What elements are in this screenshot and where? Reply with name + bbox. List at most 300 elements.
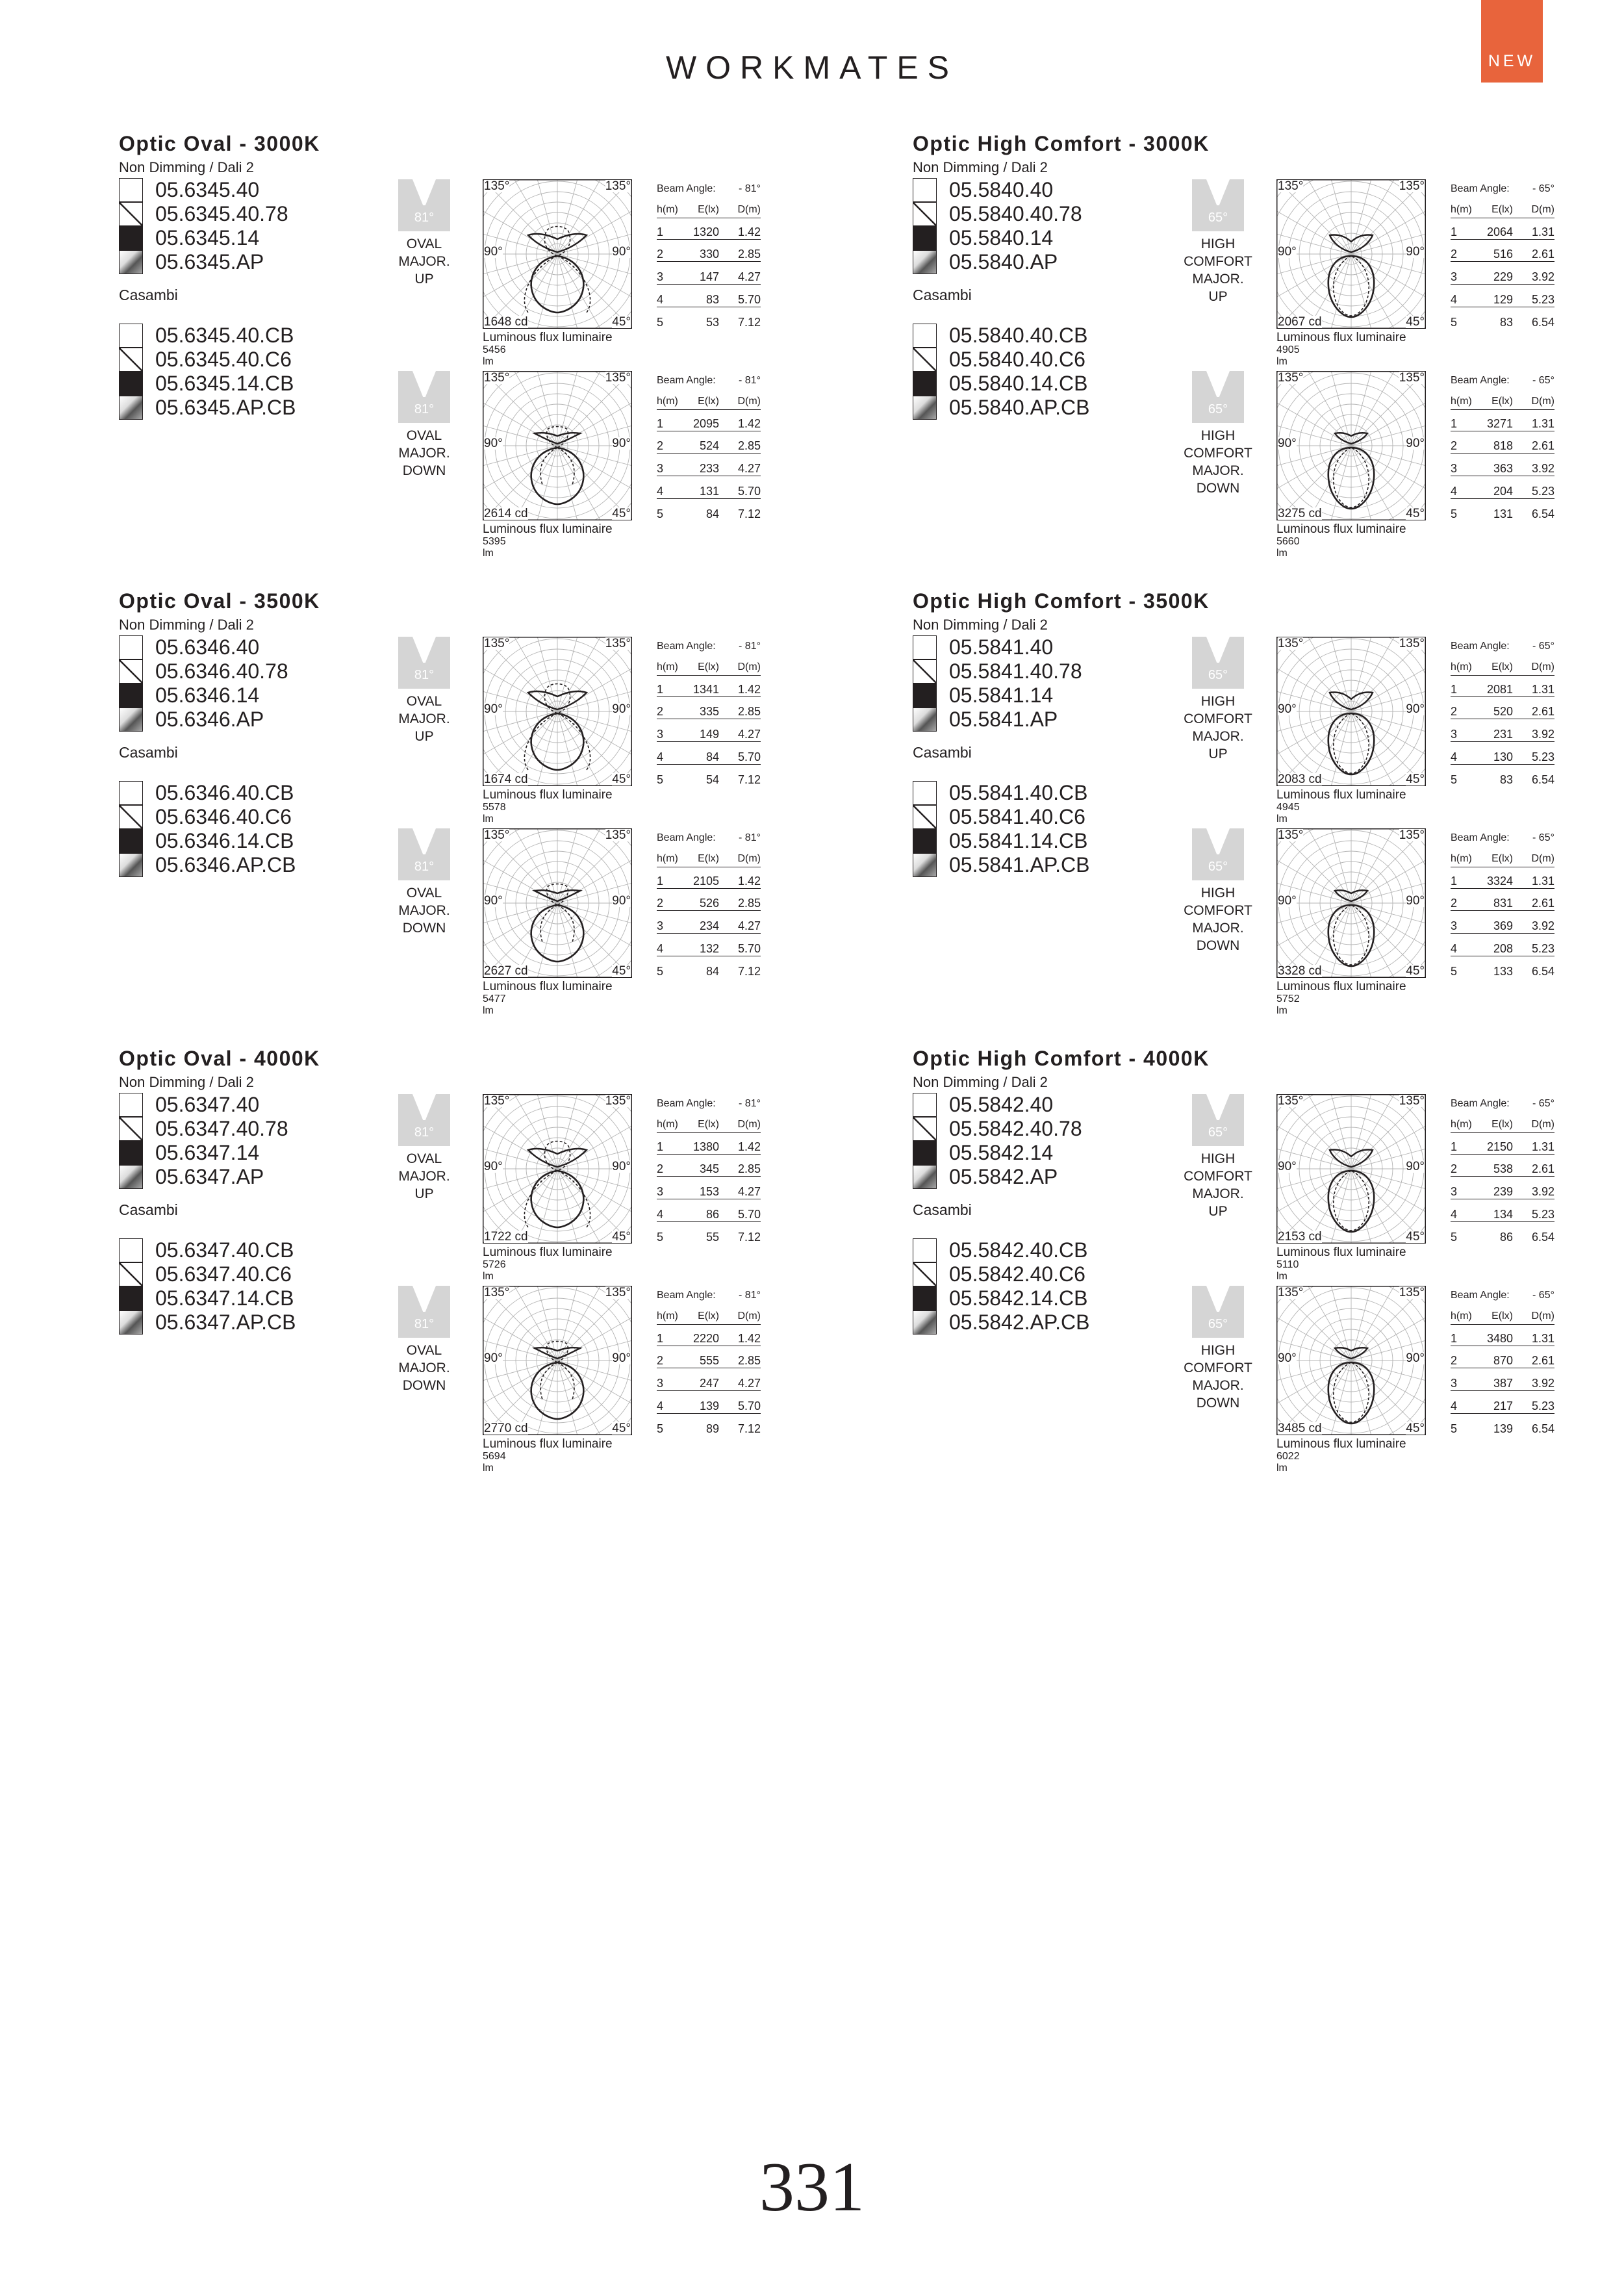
beam-icon	[398, 1094, 450, 1146]
finish-swatch	[913, 805, 937, 829]
optic-label-line: HIGH	[1200, 694, 1236, 709]
finish-swatch	[913, 348, 937, 372]
cell-diameter: 1.42	[737, 1140, 761, 1153]
cell-illuminance: 83	[1499, 316, 1513, 329]
flux-label: Luminous flux luminaire	[1276, 980, 1406, 993]
product-code	[119, 781, 398, 805]
beam-angle-label: Beam Angle:	[657, 375, 716, 386]
polar-label-135-right: 135°	[1399, 371, 1425, 385]
cell-diameter: 4.27	[737, 1185, 761, 1198]
table-row	[657, 248, 761, 262]
polar-label-90-left: 90°	[1278, 245, 1297, 259]
product-code-text: 05.5841.40.78	[949, 659, 1082, 683]
cell-height: 3	[657, 1185, 664, 1198]
polar-label-135-left: 135°	[1278, 179, 1304, 193]
block-subtitle: Non Dimming / Dali 2	[119, 1074, 254, 1090]
cell-height: 1	[657, 417, 664, 430]
col-d-header: D(m)	[1531, 661, 1554, 672]
cell-diameter: 2.61	[1531, 1162, 1554, 1175]
flux-label: Luminous flux luminaire	[1276, 788, 1406, 802]
polar-label-135-right: 135°	[1399, 1286, 1425, 1299]
polar-grid	[1276, 179, 1426, 329]
flux-label: Luminous flux luminaire	[1276, 331, 1406, 344]
product-code	[913, 805, 1192, 829]
product-code	[119, 1262, 398, 1286]
cell-illuminance: 2064	[1486, 225, 1513, 238]
col-e-header: E(lx)	[1491, 1310, 1513, 1322]
cell-illuminance: 330	[699, 248, 719, 261]
table-row	[657, 1231, 761, 1245]
cell-height: 3	[1451, 728, 1458, 741]
finish-swatch	[913, 250, 937, 274]
polar-label-90-left: 90°	[1278, 437, 1297, 450]
product-code	[913, 635, 1192, 659]
cell-diameter: 5.70	[737, 1208, 761, 1221]
table-header	[1451, 396, 1554, 410]
finish-swatch	[913, 1141, 937, 1165]
polar-label-45: 45°	[1406, 964, 1425, 978]
polar-label-135-left: 135°	[1278, 1094, 1304, 1108]
polar-label-90-right: 90°	[1406, 1351, 1425, 1365]
table-row	[657, 1185, 761, 1199]
cell-diameter: 4.27	[737, 919, 761, 932]
beam-angle-badge: 81°	[414, 668, 435, 682]
cell-illuminance: 54	[705, 773, 719, 786]
finish-swatch	[913, 1165, 937, 1189]
polar-label-135-right: 135°	[1399, 637, 1425, 650]
beam-angle-label: Beam Angle:	[1451, 375, 1510, 386]
product-code-text: 05.5840.40	[949, 178, 1054, 201]
cell-illuminance: 139	[1493, 1422, 1513, 1435]
finish-swatch	[913, 708, 937, 732]
beam-angle-label: Beam Angle:	[657, 1098, 716, 1109]
table-row	[1451, 897, 1554, 911]
beam-cone-shape	[1206, 1286, 1230, 1312]
product-code-text: 05.5841.40.CB	[949, 781, 1088, 804]
product-code	[119, 659, 398, 683]
col-d-header: D(m)	[1531, 1119, 1554, 1130]
cell-diameter: 7.12	[737, 773, 761, 786]
optic-label-line: DOWN	[1196, 1396, 1240, 1411]
polar-label-45: 45°	[1406, 507, 1425, 520]
cell-height: 5	[657, 316, 664, 329]
beam-icon	[398, 828, 450, 880]
cell-diameter: 3.92	[1531, 1377, 1554, 1390]
product-code	[119, 348, 398, 372]
col-e-header: E(lx)	[698, 853, 719, 864]
product-code-text: 05.6345.AP.CB	[155, 396, 296, 419]
beam-icon	[398, 637, 450, 689]
beam-angle-badge: 65°	[1208, 860, 1228, 874]
casambi-label: Casambi	[119, 744, 178, 761]
col-d-header: D(m)	[737, 204, 761, 215]
table-row	[657, 462, 761, 476]
col-d-header: D(m)	[1531, 1310, 1554, 1322]
cell-height: 5	[1451, 1231, 1458, 1244]
beam-angle-value: - 81°	[739, 1098, 761, 1109]
cell-illuminance: 89	[705, 1422, 719, 1435]
polar-label-45: 45°	[1406, 1422, 1425, 1435]
col-e-header: E(lx)	[698, 661, 719, 672]
product-code-text: 05.6345.40	[155, 178, 260, 201]
beam-angle-value: - 65°	[1532, 1098, 1554, 1109]
cell-diameter: 2.61	[1531, 1354, 1554, 1367]
cell-diameter: 5.23	[1531, 750, 1554, 763]
table-row	[657, 1208, 761, 1222]
beam-cone-shape	[412, 828, 436, 854]
casambi-code-list	[119, 324, 398, 420]
product-code-text: 05.6345.14.CB	[155, 372, 294, 395]
polar-grid	[1276, 371, 1426, 520]
product-code	[913, 1310, 1192, 1335]
casambi-code-list	[119, 781, 398, 877]
table-row	[657, 1422, 761, 1437]
cell-height: 1	[1451, 875, 1458, 888]
cell-illuminance: 335	[699, 705, 719, 718]
table-row	[1451, 1208, 1554, 1222]
casambi-label: Casambi	[119, 287, 178, 303]
casambi-label: Casambi	[913, 744, 972, 761]
table-row	[657, 942, 761, 956]
cell-height: 2	[657, 248, 664, 261]
polar-label-90-right: 90°	[612, 702, 631, 716]
block-title: Optic Oval - 3500K	[119, 589, 320, 613]
polar-label-135-right: 135°	[605, 828, 631, 842]
col-e-header: E(lx)	[1491, 661, 1513, 672]
beam-icon	[398, 371, 450, 423]
polar-grid	[483, 1094, 632, 1244]
polar-label-45: 45°	[612, 1422, 631, 1435]
flux-label: Luminous flux luminaire	[1276, 522, 1406, 536]
cell-height: 1	[657, 225, 664, 238]
block-title: Optic Oval - 4000K	[119, 1047, 320, 1070]
optic-label-line: OVAL	[406, 236, 442, 251]
casambi-code-list	[913, 324, 1192, 420]
peak-intensity-label: 3328 cd	[1278, 964, 1322, 978]
table-header	[657, 204, 761, 218]
product-code-text: 05.5842.40.78	[949, 1117, 1082, 1140]
product-block	[913, 1047, 1624, 1474]
optic-label-line: MAJOR.	[1192, 272, 1244, 287]
cell-illuminance: 831	[1493, 897, 1513, 910]
cell-diameter: 5.23	[1531, 942, 1554, 955]
product-code-text: 05.6347.AP	[155, 1165, 264, 1188]
optic-label-line: HIGH	[1200, 428, 1236, 443]
product-code	[913, 853, 1192, 877]
polar-label-90-left: 90°	[484, 245, 503, 259]
cell-height: 1	[657, 1140, 664, 1153]
finish-swatch	[913, 226, 937, 250]
table-row	[1451, 439, 1554, 454]
block-title: Optic High Comfort - 4000K	[913, 1047, 1210, 1070]
beam-cone-shape	[1206, 371, 1230, 397]
beam-cone-shape	[412, 1286, 436, 1312]
table-row	[1451, 1185, 1554, 1199]
product-code	[119, 324, 398, 348]
cell-height: 3	[1451, 462, 1458, 475]
table-row	[1451, 750, 1554, 765]
cell-diameter: 6.54	[1531, 1231, 1554, 1244]
beam-angle-badge: 81°	[414, 402, 435, 416]
product-code-text: 05.6345.40.C6	[155, 348, 292, 371]
polar-label-45: 45°	[612, 1230, 631, 1244]
cell-illuminance: 369	[1493, 919, 1513, 932]
cell-diameter: 7.12	[737, 965, 761, 978]
polar-label-90-right: 90°	[1406, 437, 1425, 450]
flux-value: 5726 lm	[483, 1259, 506, 1282]
col-e-header: E(lx)	[1491, 396, 1513, 407]
finish-swatch	[119, 635, 143, 659]
cell-height: 1	[657, 875, 664, 888]
flux-value: 5477 lm	[483, 993, 506, 1016]
polar-label-135-left: 135°	[484, 179, 510, 193]
polar-label-45: 45°	[612, 315, 631, 329]
beam-angle-row	[657, 1098, 761, 1110]
polar-label-135-right: 135°	[1399, 1094, 1425, 1108]
cell-diameter: 4.27	[737, 1377, 761, 1390]
optic-label-line: UP	[1208, 289, 1228, 304]
product-code-text: 05.6347.14	[155, 1141, 260, 1164]
finish-swatch	[913, 1262, 937, 1286]
cell-illuminance: 3271	[1486, 417, 1513, 430]
product-code-text: 05.6347.40	[155, 1093, 260, 1116]
flux-label: Luminous flux luminaire	[483, 980, 613, 993]
finish-swatch	[119, 202, 143, 226]
cell-illuminance: 870	[1493, 1354, 1513, 1367]
cell-illuminance: 516	[1493, 248, 1513, 261]
polar-label-90-right: 90°	[612, 1160, 631, 1173]
table-header	[657, 853, 761, 867]
finish-swatch	[913, 659, 937, 683]
block-title: Optic Oval - 3000K	[119, 132, 320, 155]
beam-angle-label: Beam Angle:	[1451, 183, 1510, 194]
col-d-header: D(m)	[1531, 853, 1554, 864]
beam-angle-row	[1451, 641, 1554, 652]
cell-diameter: 6.54	[1531, 773, 1554, 786]
cell-diameter: 2.61	[1531, 248, 1554, 261]
beam-cone-shape	[1206, 637, 1230, 663]
flux-value: 5660 lm	[1276, 536, 1300, 559]
flux-value: 5694 lm	[483, 1451, 506, 1474]
polar-label-45: 45°	[612, 507, 631, 520]
table-row	[657, 919, 761, 934]
cell-illuminance: 520	[1493, 705, 1513, 718]
page-title: WORKMATES	[665, 49, 959, 86]
flux-value: 5395 lm	[483, 536, 506, 559]
product-code	[913, 829, 1192, 853]
table-row	[657, 875, 761, 889]
table-row	[1451, 248, 1554, 262]
peak-intensity-label: 3275 cd	[1278, 507, 1322, 520]
cell-diameter: 1.31	[1531, 417, 1554, 430]
product-code	[119, 1238, 398, 1262]
polar-label-90-right: 90°	[612, 1351, 631, 1365]
cell-height: 1	[1451, 225, 1458, 238]
finish-swatch	[913, 781, 937, 805]
cell-height: 2	[657, 1354, 664, 1367]
peak-intensity-label: 2153 cd	[1278, 1230, 1322, 1244]
col-d-header: D(m)	[1531, 396, 1554, 407]
cell-diameter: 1.42	[737, 417, 761, 430]
cell-diameter: 4.27	[737, 270, 761, 283]
beam-angle-row	[657, 183, 761, 195]
polar-grid	[1276, 1094, 1426, 1244]
product-code	[119, 708, 398, 732]
beam-icon	[1192, 1094, 1244, 1146]
cell-illuminance: 217	[1493, 1399, 1513, 1412]
product-block	[119, 132, 846, 559]
table-row	[657, 1377, 761, 1391]
cell-diameter: 2.85	[737, 897, 761, 910]
table-row	[1451, 705, 1554, 719]
product-code-text: 05.5842.40	[949, 1093, 1054, 1116]
finish-swatch	[119, 1238, 143, 1262]
cell-illuminance: 247	[699, 1377, 719, 1390]
cell-diameter: 2.61	[1531, 705, 1554, 718]
table-header	[657, 1119, 761, 1133]
beam-angle-row	[1451, 832, 1554, 844]
table-header	[1451, 1119, 1554, 1133]
cell-illuminance: 526	[699, 897, 719, 910]
table-row	[1451, 293, 1554, 307]
table-row	[1451, 919, 1554, 934]
cell-height: 2	[1451, 705, 1458, 718]
beam-angle-row	[1451, 183, 1554, 195]
finish-swatch	[913, 178, 937, 202]
optic-label	[385, 235, 463, 288]
finish-swatch	[119, 805, 143, 829]
cell-illuminance: 84	[705, 965, 719, 978]
product-code	[119, 829, 398, 853]
polar-label-135-left: 135°	[484, 828, 510, 842]
casambi-label: Casambi	[119, 1201, 178, 1218]
polar-label-135-right: 135°	[605, 637, 631, 650]
beam-angle-value: - 81°	[739, 375, 761, 386]
finish-swatch	[913, 683, 937, 708]
polar-label-45: 45°	[1406, 1230, 1425, 1244]
cell-diameter: 4.27	[737, 728, 761, 741]
cell-height: 4	[657, 293, 664, 306]
peak-intensity-label: 1648 cd	[484, 315, 528, 329]
cell-diameter: 5.23	[1531, 293, 1554, 306]
col-h-header: h(m)	[1451, 396, 1472, 407]
optic-label	[385, 1150, 463, 1203]
table-header	[657, 661, 761, 676]
cell-illuminance: 2220	[692, 1332, 719, 1345]
product-code-text: 05.6346.40	[155, 635, 260, 659]
cell-diameter: 7.12	[737, 1422, 761, 1435]
flux-label: Luminous flux luminaire	[1276, 1246, 1406, 1259]
optic-label-line: DOWN	[1196, 938, 1240, 953]
polar-label-90-left: 90°	[484, 437, 503, 450]
product-code	[913, 178, 1192, 202]
table-row	[1451, 417, 1554, 431]
optic-label-line: MAJOR.	[398, 1169, 450, 1184]
polar-label-135-left: 135°	[1278, 828, 1304, 842]
beam-angle-badge: 65°	[1208, 668, 1228, 682]
table-row	[657, 270, 761, 285]
product-code	[913, 1141, 1192, 1165]
product-code-text: 05.6347.40.78	[155, 1117, 288, 1140]
table-row	[1451, 683, 1554, 697]
product-code	[913, 324, 1192, 348]
finish-swatch	[119, 829, 143, 853]
cell-height: 3	[657, 919, 664, 932]
product-code-text: 05.5841.14	[949, 683, 1054, 707]
cell-height: 2	[1451, 1162, 1458, 1175]
optic-label-line: UP	[414, 729, 434, 744]
flux-label: Luminous flux luminaire	[483, 1246, 613, 1259]
beam-angle-value: - 65°	[1532, 183, 1554, 194]
flux-value: 5110 lm	[1276, 1259, 1299, 1282]
table-row	[657, 897, 761, 911]
product-code-text: 05.5840.40.78	[949, 202, 1082, 225]
cell-illuminance: 538	[1493, 1162, 1513, 1175]
cell-height: 3	[1451, 270, 1458, 283]
cell-diameter: 1.42	[737, 1332, 761, 1345]
cell-illuminance: 2150	[1486, 1140, 1513, 1153]
beam-angle-badge: 65°	[1208, 402, 1228, 416]
cell-illuminance: 53	[705, 316, 719, 329]
optic-label-line: MAJOR.	[1192, 1378, 1244, 1393]
product-code	[119, 1310, 398, 1335]
product-code-text: 05.5841.AP.CB	[949, 853, 1090, 876]
optic-label-line: UP	[1208, 1204, 1228, 1219]
product-code-text: 05.5842.14	[949, 1141, 1054, 1164]
product-code	[119, 226, 398, 250]
cell-diameter: 5.23	[1531, 485, 1554, 498]
cell-diameter: 1.42	[737, 225, 761, 238]
table-row	[657, 1354, 761, 1368]
product-code-text: 05.5842.14.CB	[949, 1286, 1088, 1310]
finish-swatch	[913, 372, 937, 396]
col-e-header: E(lx)	[698, 1310, 719, 1322]
code-list	[119, 635, 398, 732]
product-code	[119, 853, 398, 877]
flux-label: Luminous flux luminaire	[483, 331, 613, 344]
optic-label	[1179, 1342, 1257, 1412]
polar-label-135-left: 135°	[1278, 371, 1304, 385]
peak-intensity-label: 1722 cd	[484, 1230, 528, 1244]
finish-swatch	[913, 829, 937, 853]
beam-angle-value: - 65°	[1532, 832, 1554, 843]
beam-angle-row	[657, 375, 761, 387]
cell-height: 5	[1451, 965, 1458, 978]
beam-cone-shape	[412, 637, 436, 663]
beam-angle-label: Beam Angle:	[1451, 1098, 1510, 1109]
optic-label-line: HIGH	[1200, 1343, 1236, 1358]
page-number: 331	[759, 2149, 865, 2226]
cell-illuminance: 3324	[1486, 875, 1513, 888]
col-e-header: E(lx)	[1491, 1119, 1513, 1130]
beam-angle-value: - 65°	[1532, 1290, 1554, 1301]
col-d-header: D(m)	[737, 396, 761, 407]
product-code	[913, 1117, 1192, 1141]
col-h-header: h(m)	[1451, 661, 1472, 672]
finish-swatch	[913, 1093, 937, 1117]
optic-label-line: DOWN	[402, 463, 446, 478]
code-list	[119, 178, 398, 274]
polar-label-90-left: 90°	[484, 1160, 503, 1173]
cell-height: 3	[657, 270, 664, 283]
product-code	[119, 1141, 398, 1165]
finish-swatch	[119, 372, 143, 396]
col-e-header: E(lx)	[698, 396, 719, 407]
cell-illuminance: 229	[1493, 270, 1513, 283]
cell-illuminance: 555	[699, 1354, 719, 1367]
optic-label	[1179, 884, 1257, 954]
product-code-text: 05.6346.AP	[155, 708, 264, 731]
